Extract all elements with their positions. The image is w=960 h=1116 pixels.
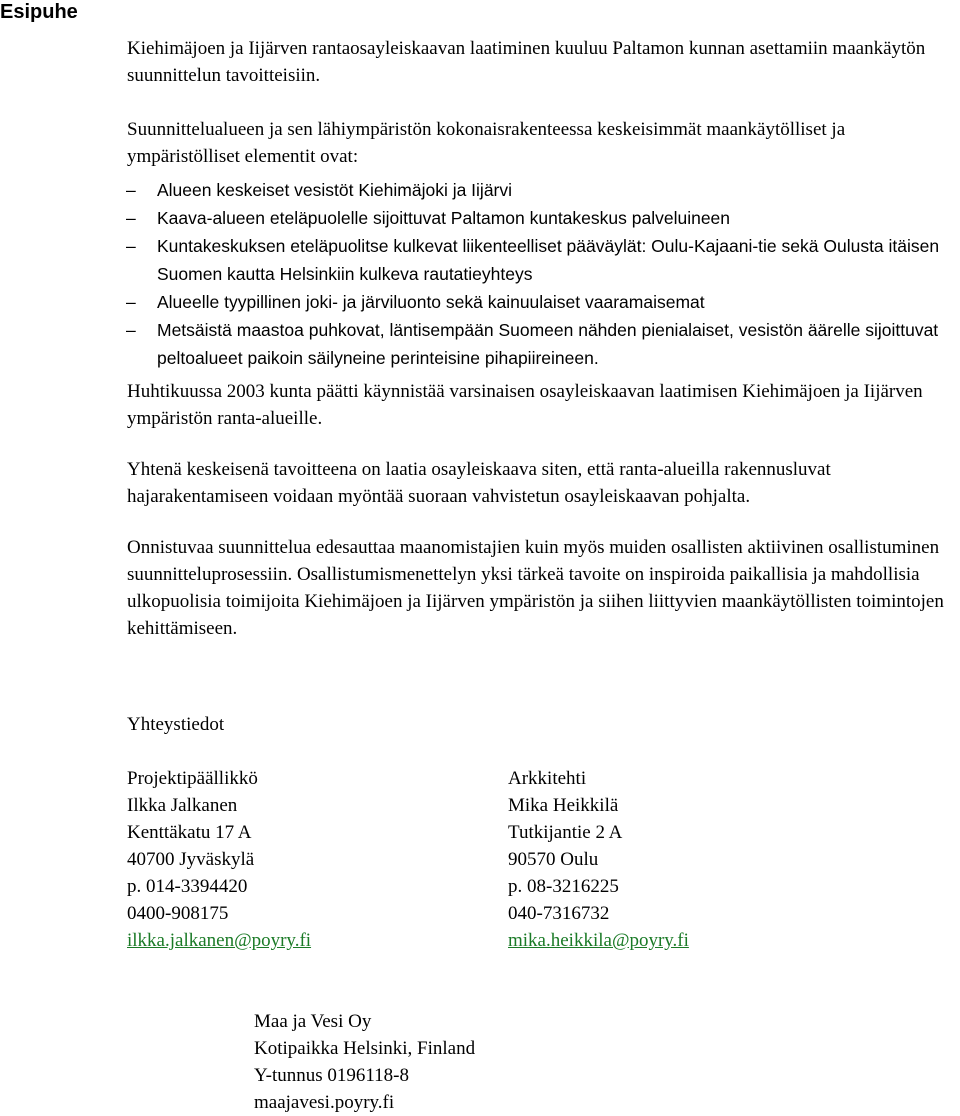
list-item-text: Alueen keskeiset vesistöt Kiehimäjoki ja Iijärvi: [157, 180, 513, 200]
intro-paragraph: Kiehimäjoen ja Iijärven rantaosayleiskaavan laatiminen kuuluu Paltamon kunnan asettamiin maankäytön suunnittelun tavoitteisiin.: [127, 38, 926, 86]
dash-marker: –: [126, 292, 136, 312]
elements-intro-paragraph: Suunnittelualueen ja sen lähiympäristön kokonaisrakenteessa keskeisimmät maankäytölliset ja ympäristölliset elementit ovat:: [127, 119, 846, 167]
contact-mobile: 0400-908175: [127, 903, 229, 924]
list-item-text: Kuntakeskuksen eteläpuolitse kulkevat liikenteelliset pääväylät: Oulu-Kajaani-tie sekä Oulusta itäisen Suomen kautta Helsinkiin kulkeva rautatieyhteys: [157, 236, 940, 284]
contact-architect: [508, 765, 689, 954]
preface-body: [127, 35, 957, 642]
dash-marker: –: [126, 180, 136, 200]
contact-title: Yhteystiedot: [127, 714, 225, 735]
goal-paragraph: Yhtenä keskeisenä tavoitteena on laatia osayleiskaava siten, että ranta-alueilla rakennusluvat hajarakentamiseen voidaan myöntää suoraan vahvistetun osayleiskaavan pohjalta.: [127, 459, 831, 507]
list-item-text: Metsäistä maastoa puhkovat, läntisempään Suomeen nähden pienialaiset, vesistön äärelle sijoittuvat peltoalueet paikoin säilyneine perinteisine pihapiireineen.: [157, 320, 939, 368]
contact-name: Ilkka Jalkanen: [127, 795, 238, 816]
contact-city: 90570 Oulu: [508, 849, 599, 870]
list-item: [127, 176, 957, 204]
contact-street: Kenttäkatu 17 A: [127, 822, 252, 843]
email-link[interactable]: mika.heikkila@poyry.fi: [508, 930, 689, 951]
contact-phone: p. 014-3394420: [127, 876, 248, 897]
elements-list: [127, 176, 957, 372]
contact-role: Projektipäällikkö: [127, 768, 258, 789]
contact-city: 40700 Jyväskylä: [127, 849, 255, 870]
company-name: Maa ja Vesi Oy: [254, 1011, 372, 1032]
contact-phone: p. 08-3216225: [508, 876, 619, 897]
contact-street: Tutkijantie 2 A: [508, 822, 623, 843]
list-item: [127, 288, 957, 316]
list-item: [127, 316, 957, 372]
participation-paragraph: Onnistuvaa suunnittelua edesauttaa maanomistajien kuin myös muiden osallisten aktiivinen osallistuminen suunnitteluprosessiin. Osallistumismenettelyn yksi tärkeä tavoite on inspiroida paikallisia ja mahdollisia ulkopuolisia toimijoita Kiehimäjoen ja Iijärven ympäristön ja siihen liittyvien maankäytöllisten toimintojen kehittämiseen.: [127, 537, 944, 639]
list-item: [127, 204, 957, 232]
contact-project-manager: [127, 765, 311, 954]
contact-role: Arkkitehti: [508, 768, 587, 789]
page-heading: Esipuhe: [0, 1, 78, 23]
company-website: maajavesi.poyry.fi: [254, 1092, 395, 1113]
list-item-text: Alueelle tyypillinen joki- ja järviluonto sekä kainuulaiset vaaramaisemat: [157, 292, 705, 312]
list-item-text: Kaava-alueen eteläpuolelle sijoittuvat Paltamon kuntakeskus palveluineen: [157, 208, 731, 228]
list-item: [127, 232, 957, 288]
email-link[interactable]: ilkka.jalkanen@poyry.fi: [127, 930, 312, 951]
contact-name: Mika Heikkilä: [508, 795, 619, 816]
company-domicile: Kotipaikka Helsinki, Finland: [254, 1038, 476, 1059]
company-info: [254, 1008, 475, 1116]
dash-marker: –: [126, 320, 136, 340]
contact-mobile: 040-7316732: [508, 903, 610, 924]
decision-paragraph: Huhtikuussa 2003 kunta päätti käynnistää varsinaisen osayleiskaavan laatimisen Kiehimäjoen ja Iijärven ympäristön ranta-alueille.: [127, 381, 923, 429]
dash-marker: –: [126, 208, 136, 228]
dash-marker: –: [126, 236, 136, 256]
company-business-id: Y-tunnus 0196118-8: [254, 1065, 409, 1086]
